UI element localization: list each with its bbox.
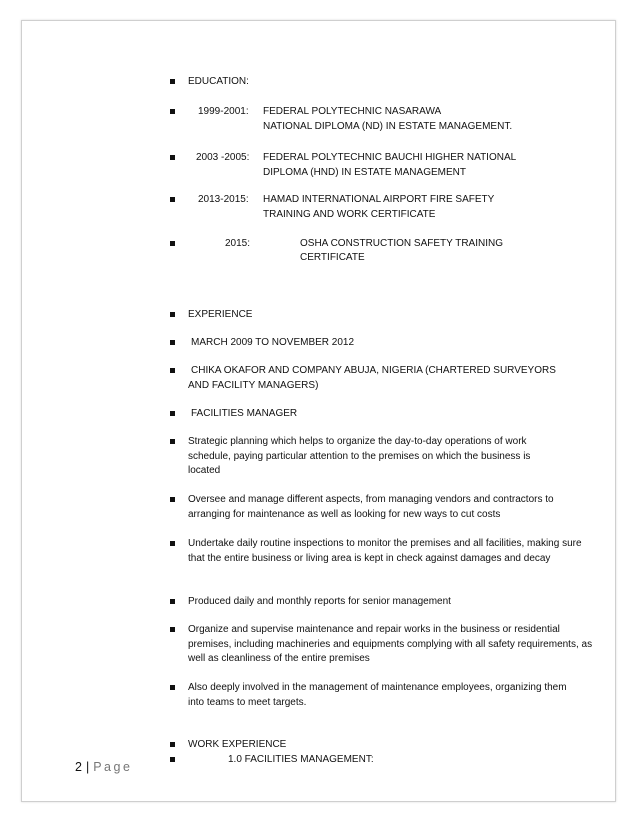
education-years: 2013-2015:	[198, 194, 249, 205]
duty-item: Also deeply involved in the management of maintenance employees, organizing them into teams to meet targets.	[188, 682, 567, 708]
work-experience-subheading: 1.0 FACILITIES MANAGEMENT:	[228, 754, 374, 765]
education-qualification: NATIONAL DIPLOMA (ND) IN ESTATE MANAGEMENT.	[263, 121, 513, 132]
bullet	[170, 312, 175, 317]
education-years: 1999-2001:	[198, 106, 249, 117]
bullet	[170, 155, 175, 160]
education-institution: HAMAD INTERNATIONAL AIRPORT FIRE SAFETY	[263, 194, 495, 205]
page-footer	[75, 760, 132, 774]
page-label: Page	[93, 760, 133, 774]
experience-role: FACILITIES MANAGER	[191, 408, 298, 419]
page-number: 2	[75, 760, 82, 774]
bullet	[170, 439, 175, 444]
education-heading: EDUCATION:	[188, 76, 249, 87]
bullet	[170, 497, 175, 502]
education-years: 2015:	[225, 238, 251, 249]
bullet	[170, 541, 175, 546]
duty-item: Strategic planning which helps to organize the day-to-day operations of work schedule, paying particular attention to the premises on which the business is located	[188, 436, 531, 476]
work-experience-heading: WORK EXPERIENCE	[188, 739, 287, 750]
page-separator: |	[85, 760, 90, 774]
education-institution: FEDERAL POLYTECHNIC NASARAWA	[263, 106, 442, 117]
bullet	[170, 109, 175, 114]
education-qualification: DIPLOMA (HND) IN ESTATE MANAGEMENT	[263, 167, 466, 178]
bullet	[170, 599, 175, 604]
bullet	[170, 197, 175, 202]
bullet	[170, 368, 175, 373]
bullet	[170, 241, 175, 246]
experience-heading: EXPERIENCE	[188, 309, 253, 320]
education-qualification: CERTIFICATE	[300, 252, 365, 263]
education-institution: FEDERAL POLYTECHNIC BAUCHI HIGHER NATIONAL	[263, 152, 517, 163]
bullet	[170, 340, 175, 345]
bullet	[170, 627, 175, 632]
bullet	[170, 685, 175, 690]
experience-period: MARCH 2009 TO NOVEMBER 2012	[191, 337, 355, 348]
education-institution: OSHA CONSTRUCTION SAFETY TRAINING	[300, 238, 503, 249]
bullet	[170, 742, 175, 747]
bullet	[170, 757, 175, 762]
duty-item: Undertake daily routine inspections to monitor the premises and all facilities, making sure that the entire business or living area is kept in check against damages and decay	[188, 538, 582, 564]
bullet	[170, 411, 175, 416]
education-qualification: TRAINING AND WORK CERTIFICATE	[263, 209, 436, 220]
education-years: 2003 -2005:	[196, 152, 250, 163]
bullet	[170, 79, 175, 84]
duty-item: Produced daily and monthly reports for senior management	[188, 596, 451, 607]
duty-item: Organize and supervise maintenance and repair works in the business or residential premises, including machineries and equipments complying with all safety requirements, as well as cleanliness of the entire premises	[188, 624, 593, 664]
experience-company: CHIKA OKAFOR AND COMPANY ABUJA, NIGERIA (CHARTERED SURVEYORS AND FACILITY MANAGERS)	[188, 365, 556, 391]
duty-item: Oversee and manage different aspects, from managing vendors and contractors to arranging for maintenance as well as looking for new ways to cut costs	[188, 494, 554, 520]
